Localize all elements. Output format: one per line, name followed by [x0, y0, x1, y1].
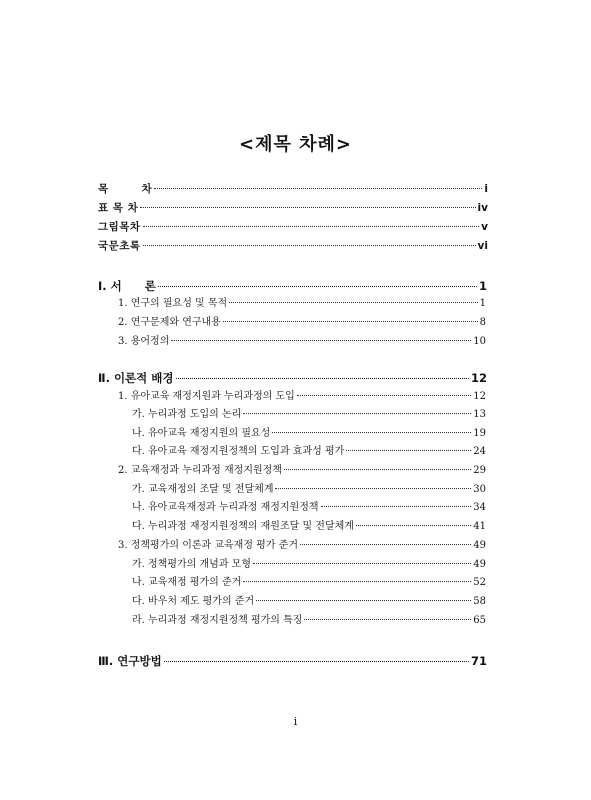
chapter-label: Ⅲ. 연구방법 — [98, 654, 162, 668]
subsection-label: 나. 유아교육 재정지원의 필요성 — [132, 428, 271, 439]
toc-section[interactable] — [118, 389, 486, 405]
subsection-label: 나. 유아교육재정과 누리과정 재정지원정책 — [132, 502, 319, 513]
subsection-page: 13 — [473, 409, 486, 420]
page-number: i — [293, 715, 298, 728]
toc-entry-page: vi — [477, 240, 488, 252]
section-page: 12 — [473, 391, 486, 402]
subsection-label: 가. 누리과정 도입의 논리 — [132, 409, 242, 420]
dot-leader — [284, 469, 471, 470]
section-label: 2. 교육재정과 누리과정 재정지원정책 — [118, 465, 282, 476]
toc-subsection[interactable] — [132, 407, 486, 423]
chapter-page: 1 — [478, 279, 487, 293]
section-page: 8 — [479, 317, 486, 328]
chapter-label: Ⅱ. 이론적 배경 — [98, 371, 174, 385]
toc-entry-label: 국문초록 — [98, 240, 141, 252]
section-page: 49 — [473, 540, 486, 551]
dot-leader — [154, 188, 482, 189]
toc-subsection[interactable] — [132, 613, 486, 629]
subsection-page: 52 — [473, 577, 486, 588]
chapter-page: 71 — [470, 654, 487, 668]
dot-leader — [297, 395, 471, 396]
dot-leader — [176, 378, 469, 379]
toc-entry-abstract[interactable] — [98, 238, 488, 254]
toc-subsection[interactable] — [132, 444, 486, 460]
toc-section[interactable] — [118, 334, 486, 350]
toc-subsection[interactable] — [132, 557, 486, 573]
toc-chapter-2[interactable] — [98, 370, 487, 386]
subsection-page: 34 — [473, 502, 486, 513]
toc-entry-tables[interactable] — [98, 200, 488, 216]
toc-chapter-1[interactable] — [98, 278, 487, 294]
toc-section[interactable] — [118, 296, 486, 312]
subsection-label: 가. 정책평가의 개념과 모형 — [132, 559, 251, 570]
dot-leader — [243, 581, 471, 582]
dot-leader — [321, 506, 472, 507]
chapter-page: 12 — [470, 371, 487, 385]
toc-subsection[interactable] — [132, 426, 486, 442]
dot-leader — [164, 661, 469, 662]
toc-subsection[interactable] — [132, 594, 486, 610]
toc-entry-page: iv — [477, 202, 488, 214]
subsection-page: 30 — [473, 484, 486, 495]
subsection-page: 24 — [473, 446, 486, 457]
dot-leader — [272, 432, 471, 433]
dot-leader — [346, 450, 471, 451]
toc-section[interactable] — [118, 315, 486, 331]
toc-entry-figures[interactable] — [98, 219, 488, 235]
section-page: 29 — [473, 465, 486, 476]
subsection-label: 다. 바우처 제도 평가의 준거 — [132, 596, 255, 607]
chapter-label: Ⅰ. 서 론 — [98, 279, 156, 293]
toc-subsection[interactable] — [132, 575, 486, 591]
subsection-label: 나. 교육재정 평가의 준거 — [132, 577, 242, 588]
dot-leader — [275, 488, 471, 489]
subsection-page: 41 — [473, 521, 486, 532]
toc-section[interactable] — [118, 538, 486, 554]
toc-entry-label: 표 목 차 — [98, 202, 139, 214]
subsection-label: 라. 누리과정 재정지원정책 평가의 특징 — [132, 615, 303, 626]
dot-leader — [143, 226, 480, 227]
toc-chapter-3[interactable] — [98, 653, 487, 669]
dot-leader — [300, 544, 471, 545]
section-label: 1. 유아교육 재정지원과 누리과정의 도입 — [118, 391, 295, 402]
subsection-label: 다. 유아교육 재정지원정책의 도입과 효과성 평가 — [132, 446, 345, 457]
dot-leader — [304, 619, 471, 620]
toc-entry-contents[interactable] — [98, 181, 488, 197]
section-label: 3. 용어정의 — [118, 336, 170, 347]
subsection-page: 49 — [473, 559, 486, 570]
toc-entry-page: i — [484, 183, 488, 195]
page-title: <제목 차례> — [239, 134, 352, 155]
dot-leader — [158, 286, 477, 287]
dot-leader — [229, 302, 477, 303]
subsection-label: 가. 교육재정의 조달 및 전달체계 — [132, 484, 274, 495]
dot-leader — [223, 321, 478, 322]
section-page: 10 — [473, 336, 486, 347]
toc-section[interactable] — [118, 463, 486, 479]
subsection-label: 다. 누리과정 재정지원정책의 재원조달 및 전달체계 — [132, 521, 354, 532]
toc-entry-label: 그림목차 — [98, 221, 141, 233]
toc-subsection[interactable] — [132, 482, 486, 498]
dot-leader — [256, 600, 471, 601]
subsection-page: 19 — [473, 428, 486, 439]
dot-leader — [253, 563, 471, 564]
toc-entry-label: 목 차 — [98, 183, 153, 195]
dot-leader — [243, 413, 471, 414]
dot-leader — [171, 340, 471, 341]
subsection-page: 58 — [473, 596, 486, 607]
section-label: 1. 연구의 필요성 및 목적 — [118, 298, 228, 309]
toc-entry-page: v — [481, 221, 488, 233]
subsection-page: 65 — [473, 615, 486, 626]
dot-leader — [143, 245, 476, 246]
section-label: 2. 연구문제와 연구내용 — [118, 317, 221, 328]
section-label: 3. 정책평가의 이론과 교육재정 평가 준거 — [118, 540, 298, 551]
section-page: 1 — [479, 298, 486, 309]
dot-leader — [140, 207, 475, 208]
toc-subsection[interactable] — [132, 500, 486, 516]
dot-leader — [356, 525, 471, 526]
toc-subsection[interactable] — [132, 519, 486, 535]
